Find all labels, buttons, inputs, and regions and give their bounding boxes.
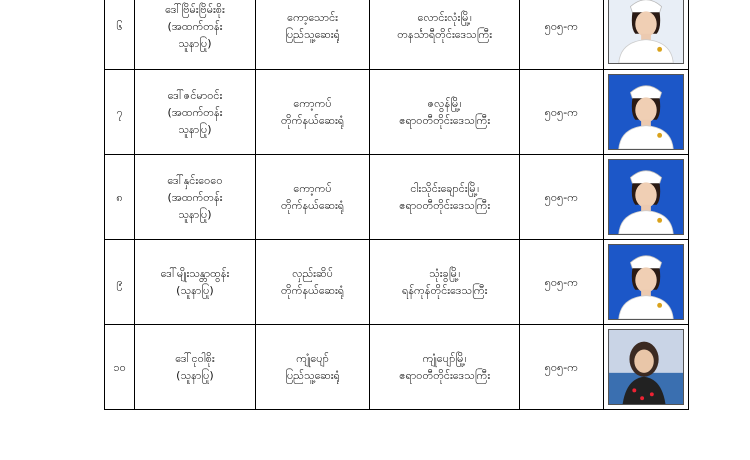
table-row: [105, 0, 689, 70]
unit-line: ကျုံပျော်: [296, 352, 329, 365]
address-line: တနင်္သာရီတိုင်းဒေသကြီး: [397, 28, 493, 41]
staff-name-line: ဒေါ်ဗြိမ်းဗြိမ်းစိုး: [165, 2, 225, 16]
photo-frame: [608, 159, 684, 235]
name-cell: [135, 70, 256, 155]
code-value: ၅၀၅-က: [544, 360, 578, 374]
staff-name-line: (သူနာပြု): [176, 284, 214, 297]
photo-cell: [603, 70, 688, 155]
unit-cell: [255, 325, 370, 410]
unit-cell: [255, 240, 370, 325]
code-value: ၅၀၅-က: [544, 190, 578, 204]
code-cell: [520, 155, 603, 240]
photo-cell: [603, 0, 688, 70]
staff-table-body: [105, 0, 689, 410]
row-number-cell: [105, 155, 135, 240]
unit-line: ပြည်သူ့ဆေးရုံ: [285, 369, 340, 382]
unit-line: ကော့ကပ်: [293, 182, 332, 195]
address-line: ဧရာဝတီတိုင်းဒေသကြီး: [399, 369, 491, 382]
photo-frame: [608, 74, 684, 150]
unit-line: တိုက်နယ်ဆေးရုံ: [280, 284, 345, 297]
code-cell: [520, 0, 603, 70]
staff-name-line: (အထက်တန်း: [167, 105, 223, 119]
code-cell: [520, 325, 603, 410]
code-value: ၅၀၅-က: [544, 19, 578, 33]
photo-frame: [608, 329, 684, 405]
address-line: သုံးခွမြို့၊: [429, 267, 461, 280]
address-line: ဧရာဝတီတိုင်းဒေသကြီး: [399, 114, 491, 127]
name-cell: [135, 0, 256, 70]
address-line: ငါးသိုင်းချောင်းမြို့၊: [410, 182, 480, 195]
unit-line: ကော့ကပ်: [293, 97, 332, 110]
staff-name-line: သူနာပြု): [178, 207, 212, 221]
photo-frame: [608, 244, 684, 320]
unit-line: ကော့သောင်း: [287, 11, 338, 24]
staff-name-line: ဒေါ်ဇင်မာဝင်း: [167, 88, 223, 102]
address-line: ကျုံပျော်မြို့၊: [422, 352, 467, 365]
photo-cell: [603, 155, 688, 240]
code-cell: [520, 70, 603, 155]
photo-frame: [608, 0, 684, 64]
row-number-cell: [105, 325, 135, 410]
photo-cell: [603, 325, 688, 410]
staff-name-line: (အထက်တန်း: [167, 190, 223, 204]
unit-cell: [255, 155, 370, 240]
staff-name-line: (အထက်တန်း: [167, 19, 223, 33]
code-cell: [520, 240, 603, 325]
unit-line: တိုက်နယ်ဆေးရုံ: [280, 199, 345, 212]
unit-line: လှည်းဆိပ်: [292, 267, 333, 280]
unit-cell: [255, 70, 370, 155]
address-line: ရန်ကုန်တိုင်းဒေသကြီး: [402, 284, 488, 297]
staff-name-line: သူနာပြု): [178, 36, 212, 50]
address-cell: [370, 70, 520, 155]
address-line: လောင်းလုံးမြို့၊: [417, 11, 472, 24]
table-row: [105, 155, 689, 240]
staff-name-line: ဒေါ်မျိုးသန္တာထွန်း: [160, 267, 230, 280]
unit-line: ပြည်သူ့ဆေးရုံ: [285, 28, 340, 41]
staff-name-line: ဒေါ်ငုဝါစိုး: [175, 352, 215, 365]
row-number: ၈: [116, 190, 123, 204]
table-row: [105, 70, 689, 155]
row-number: ၇: [116, 105, 123, 119]
address-cell: [370, 0, 520, 70]
staff-table: [104, 0, 689, 410]
unit-cell: [255, 0, 370, 70]
staff-name-line: သူနာပြု): [178, 122, 212, 136]
name-cell: [135, 240, 256, 325]
row-number-cell: [105, 0, 135, 70]
table-row: [105, 325, 689, 410]
address-line: ဧရာဝတီတိုင်းဒေသကြီး: [399, 199, 491, 212]
table-row: [105, 240, 689, 325]
row-number-cell: [105, 70, 135, 155]
code-value: ၅၀၅-က: [544, 275, 578, 289]
address-cell: [370, 325, 520, 410]
row-number: ၆: [116, 19, 123, 33]
address-line: ဇလွန်မြို့၊: [427, 97, 462, 110]
staff-name-line: (သူနာပြု): [176, 369, 214, 382]
staff-name-line: ဒေါ်နှင်းဝေဝေ: [167, 173, 223, 187]
row-number: ၉: [116, 275, 123, 289]
name-cell: [135, 155, 256, 240]
address-cell: [370, 240, 520, 325]
address-cell: [370, 155, 520, 240]
name-cell: [135, 325, 256, 410]
unit-line: တိုက်နယ်ဆေးရုံ: [280, 114, 345, 127]
row-number-cell: [105, 240, 135, 325]
row-number: ၁၀: [113, 360, 126, 374]
portrait-photo: [609, 330, 683, 404]
photo-cell: [603, 240, 688, 325]
portrait-photo: [609, 245, 683, 319]
code-value: ၅၀၅-က: [544, 105, 578, 119]
portrait-photo: [609, 75, 683, 149]
portrait-photo: [609, 0, 683, 63]
portrait-photo: [609, 160, 683, 234]
